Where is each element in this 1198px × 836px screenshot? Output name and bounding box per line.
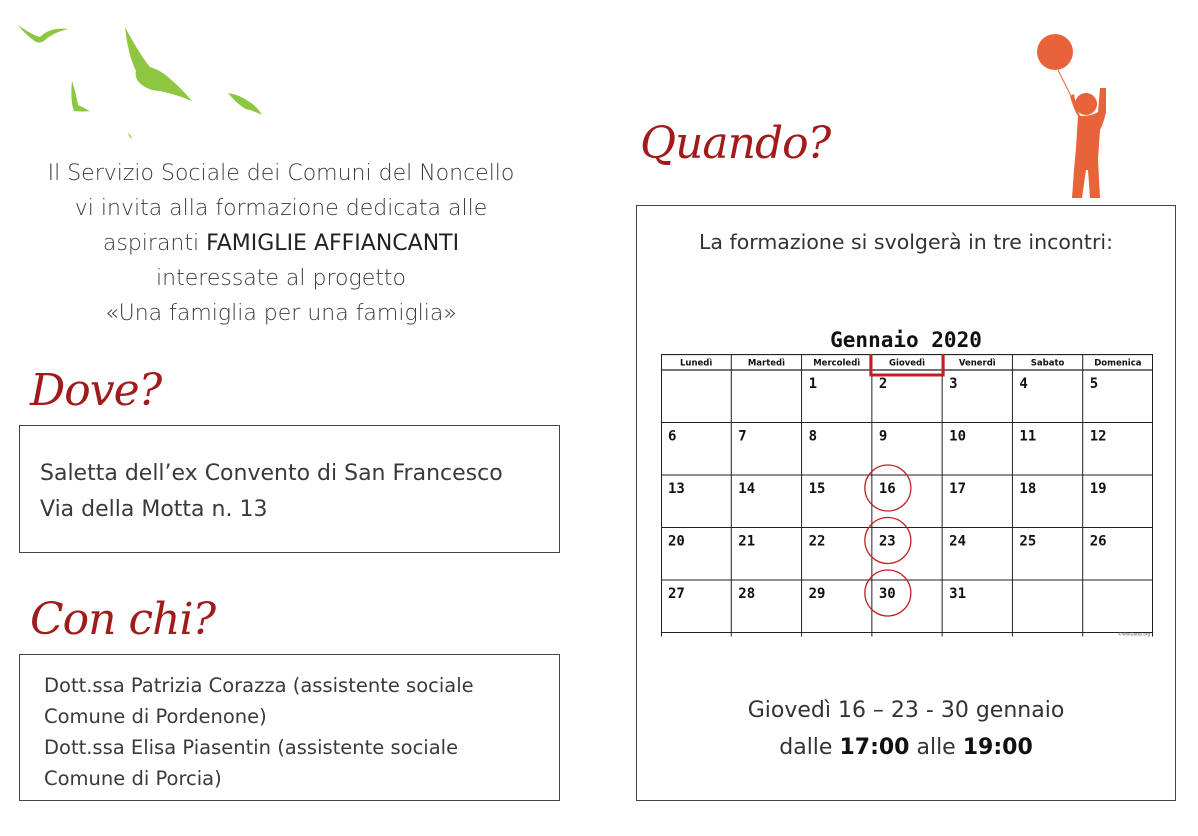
con-chi-line: Dott.ssa Patrizia Corazza (assistente sociale <box>44 674 474 697</box>
calendar-day: 14 <box>738 481 756 497</box>
calendar-day: 26 <box>1089 533 1107 550</box>
child-balloon-illustration <box>1030 30 1120 202</box>
calendar-day: 20 <box>668 533 685 550</box>
calendar-weekday: Giovedì <box>888 358 926 369</box>
bird-icon <box>128 133 132 139</box>
calendar-day: 15 <box>808 481 826 497</box>
con-chi-line: Comune di Pordenone) <box>44 705 267 728</box>
dove-box <box>19 425 560 553</box>
calendar-day: 6 <box>668 428 677 445</box>
calendar-weekday: Sabato <box>1030 358 1065 369</box>
calendar-day: 4 <box>1019 376 1028 392</box>
intro-emphasis: FAMIGLIE AFFIANCANTI <box>206 231 460 256</box>
calendar-day: 30 <box>878 586 896 602</box>
dove-heading: Dove? <box>30 365 162 416</box>
calendar-weekday: Venerdì <box>958 358 996 369</box>
calendar-day: 21 <box>738 533 756 550</box>
birds-illustration <box>10 15 290 145</box>
calendar-weekday: Martedì <box>747 358 786 369</box>
calendar-day: 13 <box>668 481 685 497</box>
quando-heading: Quando? <box>640 118 831 169</box>
calendar-credit: ©WikiDates.org <box>1118 631 1150 637</box>
calendar-day: 12 <box>1089 428 1107 445</box>
con-chi-box <box>19 654 560 801</box>
quando-schedule <box>637 692 1175 766</box>
con-chi-heading: Con chi? <box>30 594 216 645</box>
time-start: 17:00 <box>839 735 910 760</box>
calendar-day: 16 <box>878 481 896 497</box>
calendar-day: 24 <box>949 533 967 550</box>
con-chi-line: Comune di Porcia) <box>44 767 222 790</box>
intro-line: Il Servizio Sociale dei Comuni del Noncello <box>47 161 515 186</box>
calendar-day: 7 <box>738 428 747 445</box>
intro-line-prefix: aspiranti <box>102 231 207 256</box>
quando-box <box>636 205 1176 801</box>
quando-intro: La formazione si svolgerà in tre incontri: <box>699 230 1113 254</box>
calendar <box>661 354 1153 639</box>
calendar-title: Gennaio 2020 <box>830 328 982 352</box>
calendar-day: 31 <box>949 586 967 602</box>
calendar-day: 18 <box>1019 481 1037 497</box>
calendar-day: 1 <box>808 376 818 392</box>
calendar-day: 27 <box>668 586 685 602</box>
calendar-day: 19 <box>1089 481 1107 497</box>
quando-time <box>637 729 1175 766</box>
balloon-icon <box>1037 34 1073 70</box>
bird-icon <box>228 93 262 115</box>
con-chi-line: Dott.ssa Elisa Piasentin (assistente sociale <box>44 736 459 759</box>
calendar-weekday: Mercoledì <box>813 358 861 369</box>
dove-line: Via della Motta n. 13 <box>40 497 268 522</box>
calendar-day: 17 <box>949 481 967 497</box>
calendar-day: 2 <box>878 376 888 392</box>
calendar-day: 22 <box>808 533 826 550</box>
calendar-day: 10 <box>949 428 967 445</box>
intro-line: «Una famiglia per una famiglia» <box>105 301 457 326</box>
time-prefix: dalle <box>779 735 840 760</box>
calendar-day: 5 <box>1089 376 1099 392</box>
quando-dates: Giovedì 16 – 23 - 30 gennaio <box>747 698 1065 723</box>
con-chi-text <box>44 670 474 794</box>
intro-line: vi invita alla formazione dedicata alle <box>74 196 488 221</box>
calendar-weekday: Domenica <box>1094 358 1142 369</box>
dove-line: Saletta dell’ex Convento di San Francesco <box>40 461 503 486</box>
bird-icon <box>125 27 192 101</box>
calendar-day: 23 <box>878 533 896 550</box>
calendar-day: 11 <box>1019 428 1037 445</box>
calendar-day: 9 <box>878 428 888 445</box>
intro-line <box>0 226 562 261</box>
time-end: 19:00 <box>962 735 1033 760</box>
calendar-day: 25 <box>1019 533 1037 550</box>
calendar-weekday: Lunedì <box>679 358 713 369</box>
bird-icon <box>71 81 90 112</box>
intro-text <box>0 156 562 331</box>
bird-icon <box>18 25 68 43</box>
calendar-day: 29 <box>808 586 826 602</box>
time-mid: alle <box>909 735 963 760</box>
calendar-day: 3 <box>949 376 958 392</box>
intro-line: interessate al progetto <box>156 266 406 291</box>
child-icon <box>1070 88 1106 198</box>
calendar-day: 28 <box>738 586 756 602</box>
dove-text <box>40 456 503 528</box>
calendar-day: 8 <box>808 428 818 445</box>
